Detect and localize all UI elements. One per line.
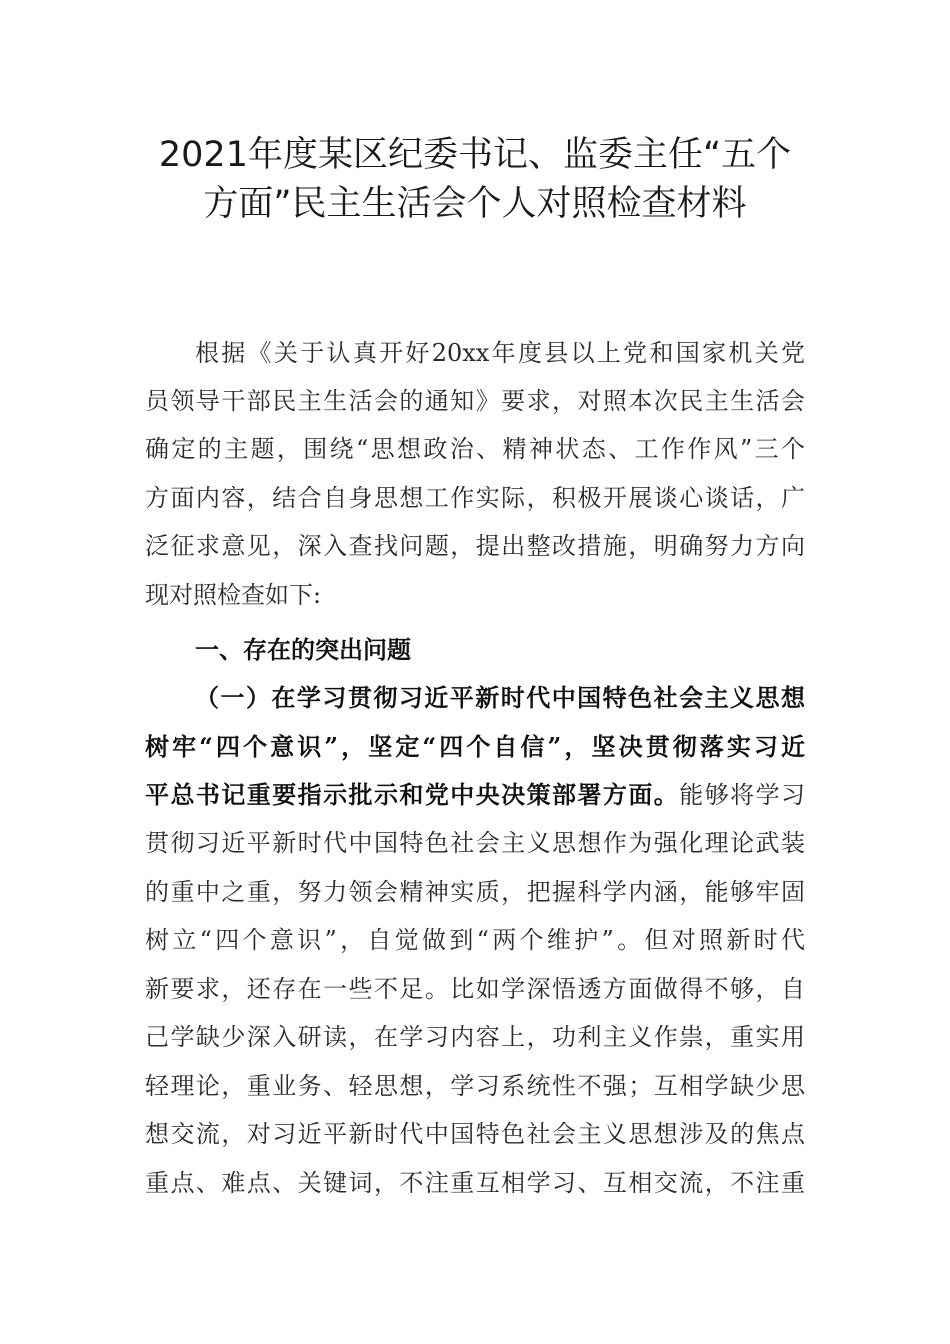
body-line-3: 树立“四个意识”，自觉做到“两个维护”。但对照新时代 [145,926,805,954]
document-title-line-2: 方面”民主生活会个人对照检查材料 [203,184,747,224]
subsection-heading-line-3-tail: 能够将学习 [679,781,806,809]
section-heading: 一、存在的突出问题 [195,635,411,664]
body-line-2: 的重中之重，努力领会精神实质，把握科学内涵，能够牢固 [145,878,805,906]
subsection-heading-line-3 [145,779,805,811]
intro-line-5: 泛征求意见，深入查找问题，提出整改措施，明确努力方向 [145,532,805,560]
intro-line-1: 根据《关于认真开好20xx年度县以上党和国家机关党 [195,339,805,367]
document-title-line-1: 2021年度某区纪委书记、监委主任“五个 [158,135,792,175]
subsection-heading-line-1: （一）在学习贯彻习近平新时代中国特色社会主义思想 [195,683,805,712]
subsection-heading-line-3-bold: 平总书记重要指示批示和党中央决策部署方面。 [145,780,680,809]
body-line-5: 己学缺少深入研读，在学习内容上，功利主义作祟，重实用 [145,1023,805,1051]
subsection-heading-line-2: 树牢“四个意识”，坚定“四个自信”，坚决贯彻落实习近 [145,732,805,761]
intro-line-6: 现对照检查如下: [145,581,322,609]
body-line-7: 想交流，对习近平新时代中国特色社会主义思想涉及的焦点 [145,1120,805,1148]
body-line-4: 新要求，还存在一些不足。比如学深悟透方面做得不够，自 [145,975,805,1003]
body-line-1: 贯彻习近平新时代中国特色社会主义思想作为强化理论武装 [145,829,805,857]
intro-line-4: 方面内容，结合自身思想工作实际，积极开展谈心谈话，广 [145,484,805,512]
intro-line-2: 员领导干部民主生活会的通知》要求，对照本次民主生活会 [145,387,805,415]
body-line-6: 轻理论，重业务、轻思想，学习系统性不强；互相学缺少思 [145,1072,805,1100]
body-line-8: 重点、难点、关键词，不注重互相学习、互相交流，不注重 [145,1169,805,1197]
intro-line-3: 确定的主题，围绕“思想政治、精神状态、工作作风”三个 [145,435,805,463]
